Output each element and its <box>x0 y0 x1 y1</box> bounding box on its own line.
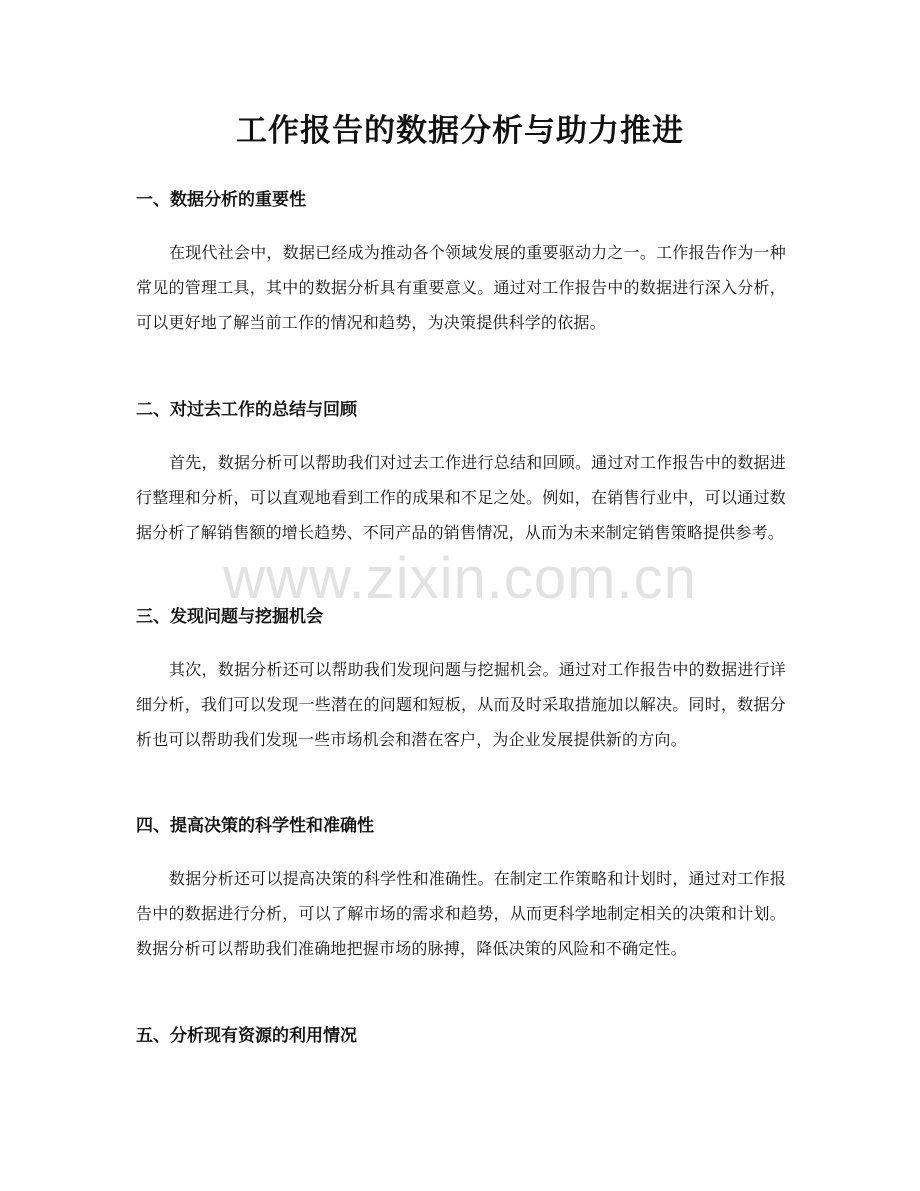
section-paragraph: 数据分析还可以提高决策的科学性和准确性。在制定工作策略和计划时，通过对工作报告中的数据进行分析，可以了解市场的需求和趋势，从而更科学地制定相关的决策和计划。数据分析可以帮助我们准确地把握市场的脉搏，降低决策的风险和不确定性。 <box>136 869 786 958</box>
section-2 <box>136 397 786 550</box>
section-heading: 三、发现问题与挖掘机会 <box>136 607 323 627</box>
section-paragraph: 首先，数据分析可以帮助我们对过去工作进行总结和回顾。通过对工作报告中的数据进行整理和分析，可以直观地看到工作的成果和不足之处。例如，在销售行业中，可以通过数据分析了解销售额的增长趋势、不同产品的销售情况，从而为未来制定销售策略提供参考。 <box>136 453 786 542</box>
section-4 <box>136 813 786 966</box>
section-paragraph: 其次，数据分析还可以帮助我们发现问题与挖掘机会。通过对工作报告中的数据进行详细分析，我们可以发现一些潜在的问题和短板，从而及时采取措施加以解决。同时，数据分析也可以帮助我们发现一些市场机会和潜在客户，为企业发展提供新的方向。 <box>136 660 786 749</box>
section-heading: 五、分析现有资源的利用情况 <box>136 1026 357 1046</box>
section-3 <box>136 604 786 757</box>
section-heading: 四、提高决策的科学性和准确性 <box>136 816 374 836</box>
section-1 <box>136 187 786 340</box>
watermark: www.zixin.com.cn <box>223 546 697 611</box>
section-5 <box>136 1023 786 1071</box>
document-title: 工作报告的数据分析与助力推进 <box>236 113 684 149</box>
section-heading: 二、对过去工作的总结与回顾 <box>136 400 357 420</box>
section-paragraph: 在现代社会中，数据已经成为推动各个领域发展的重要驱动力之一。工作报告作为一种常见的管理工具，其中的数据分析具有重要意义。通过对工作报告中的数据进行深入分析，可以更好地了解当前工作的情况和趋势，为决策提供科学的依据。 <box>136 243 786 332</box>
section-heading: 一、数据分析的重要性 <box>136 190 306 210</box>
